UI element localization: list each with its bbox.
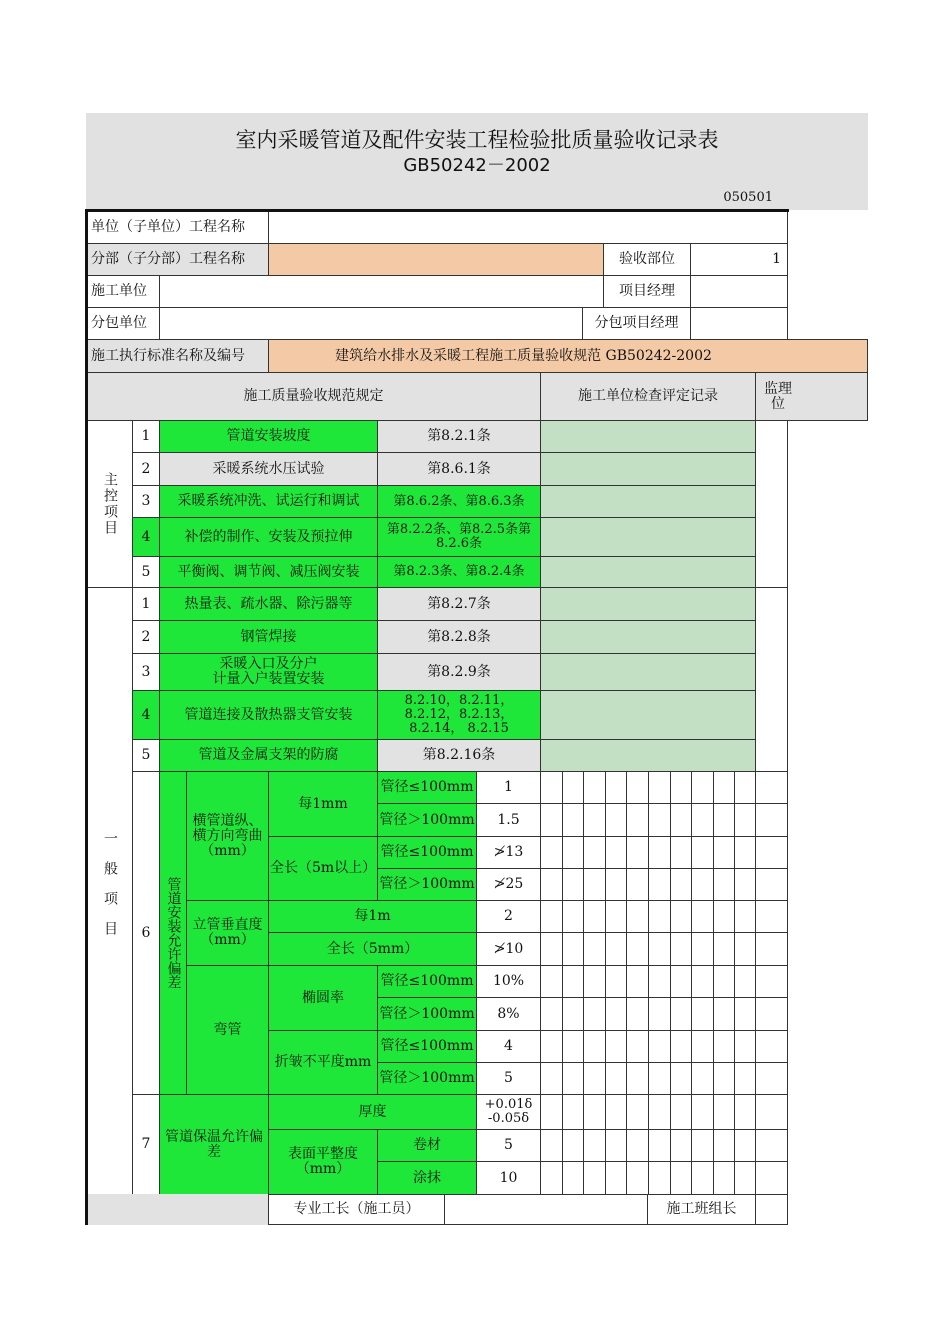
general-item-name: 管道及金属支架的防腐 (159, 739, 378, 772)
measure-cell[interactable] (626, 1062, 649, 1095)
form-code: 050501 (723, 190, 773, 205)
main-item-clause: 第8.2.3条、第8.2.4条 (377, 556, 541, 588)
item6-value: 2 (476, 900, 541, 933)
general-item-no: 4 (132, 690, 160, 740)
general-item-record[interactable] (540, 739, 756, 772)
subunit-name-label: 分部（子分部）工程名称 (86, 243, 269, 276)
item6-sub2: 立管垂直度（mm） (186, 900, 269, 966)
page-title: 室内采暖管道及配件安装工程检验批质量验收记录表 (235, 128, 719, 152)
measure-cell[interactable] (734, 771, 757, 804)
general-item-record[interactable] (540, 690, 756, 740)
item6-le100: 管径≤100mm (377, 965, 477, 998)
measure-supervision-cell[interactable] (755, 1161, 788, 1196)
measure-cell[interactable] (540, 1129, 563, 1162)
item6-value: 5 (476, 1062, 541, 1095)
general-item-name: 管道连接及散热器支管安装 (159, 690, 378, 740)
measure-cell[interactable] (734, 868, 757, 901)
item7-paint-value: 10 (476, 1161, 541, 1195)
measure-supervision-cell[interactable] (755, 932, 788, 966)
measure-cell[interactable] (670, 1161, 693, 1196)
footer-leader-label: 施工班组长 (647, 1194, 756, 1225)
item6-le100: 管径≤100mm (377, 836, 477, 869)
measure-cell[interactable] (691, 997, 714, 1031)
measure-cell[interactable] (691, 1161, 714, 1196)
measure-cell[interactable] (691, 771, 714, 804)
general-item-no: 5 (132, 739, 160, 772)
item6-ellipse: 椭圆率 (268, 965, 378, 1031)
general-group-text: 一般项目 (102, 831, 118, 951)
measure-cell[interactable] (562, 803, 585, 837)
item6-gt100: 管径＞100mm (377, 868, 477, 901)
measure-cell[interactable] (734, 836, 757, 869)
subcontractor-label: 分包单位 (86, 307, 160, 340)
main-item-no: 3 (132, 485, 160, 518)
measure-cell[interactable] (540, 771, 563, 804)
measure-cell[interactable] (540, 997, 563, 1031)
main-item-clause: 第8.6.2条、第8.6.3条 (377, 485, 541, 518)
measure-cell[interactable] (605, 932, 628, 966)
measure-cell[interactable] (691, 1062, 714, 1095)
measure-cell[interactable] (605, 997, 628, 1031)
item7-paint: 涂抹 (377, 1161, 477, 1195)
general-item-name: 热量表、疏水器、除污器等 (159, 587, 378, 621)
footer-worker-field[interactable] (444, 1194, 648, 1225)
measure-cell[interactable] (626, 868, 649, 901)
measure-cell[interactable] (626, 1094, 649, 1130)
unit-name-field[interactable] (268, 211, 788, 244)
measure-cell[interactable] (691, 1030, 714, 1063)
col-record: 施工单位检查评定记录 (540, 372, 756, 421)
measure-cell[interactable] (648, 965, 671, 998)
general-item-no: 3 (132, 653, 160, 691)
item6-value: ≯13 (476, 836, 541, 869)
item6-value: 10% (476, 965, 541, 998)
measure-cell[interactable] (713, 803, 736, 837)
measure-cell[interactable] (670, 1062, 693, 1095)
measure-cell[interactable] (734, 1062, 757, 1095)
item6-value: 4 (476, 1030, 541, 1063)
measure-cell[interactable] (648, 771, 671, 804)
main-item-name: 管道安装坡度 (159, 420, 378, 453)
main-item-no: 2 (132, 452, 160, 486)
main-item-no: 5 (132, 556, 160, 588)
measure-cell[interactable] (562, 1030, 585, 1063)
measure-cell[interactable] (540, 868, 563, 901)
measure-cell[interactable] (713, 868, 736, 901)
item6-value: 1 (476, 771, 541, 804)
measure-cell[interactable] (562, 868, 585, 901)
measure-cell[interactable] (583, 997, 606, 1031)
measure-cell[interactable] (583, 803, 606, 837)
footer-leader-field[interactable] (755, 1194, 788, 1225)
main-item-record[interactable] (540, 452, 756, 486)
general-item-clause: 第8.2.7条 (377, 587, 541, 621)
measure-cell[interactable] (713, 836, 736, 869)
measure-cell[interactable] (626, 965, 649, 998)
measure-cell[interactable] (670, 771, 693, 804)
measure-cell[interactable] (713, 1030, 736, 1063)
measure-supervision-cell[interactable] (755, 1129, 788, 1162)
item6-gt100: 管径＞100mm (377, 803, 477, 837)
main-item-name: 平衡阀、调节阀、减压阀安装 (159, 556, 378, 588)
measure-cell[interactable] (583, 1094, 606, 1130)
measure-cell[interactable] (734, 965, 757, 998)
main-item-name: 采暖系统冲洗、试运行和调试 (159, 485, 378, 518)
footer-worker-label: 专业工长（施工员） (268, 1194, 445, 1225)
measure-cell[interactable] (648, 900, 671, 933)
measure-cell[interactable] (670, 803, 693, 837)
item7-thickness-value: +0.01δ -0.05δ (476, 1094, 541, 1130)
measure-cell[interactable] (691, 836, 714, 869)
measure-cell[interactable] (562, 900, 585, 933)
measure-cell[interactable] (626, 932, 649, 966)
item6-fold: 折皱不平度mm (268, 1030, 378, 1095)
measure-cell[interactable] (626, 900, 649, 933)
exec-std-label: 施工执行标准名称及编号 (86, 339, 269, 373)
measure-cell[interactable] (583, 1161, 606, 1196)
sub-pm-label: 分包项目经理 (582, 307, 691, 340)
item6-group-text: 管道安装允许偏差 (165, 877, 182, 989)
main-item-clause: 第8.2.2条、第8.2.5条第8.2.6条 (377, 517, 541, 557)
item6-value: 1.5 (476, 803, 541, 837)
measure-supervision-cell[interactable] (755, 1094, 788, 1130)
measure-supervision-cell[interactable] (755, 836, 788, 869)
measure-cell[interactable] (691, 900, 714, 933)
main-item-clause: 第8.6.1条 (377, 452, 541, 486)
main-item-name: 采暖系统水压试验 (159, 452, 378, 486)
item6-value: 8% (476, 997, 541, 1031)
measure-cell[interactable] (626, 1161, 649, 1196)
general-supervision-cell[interactable] (755, 587, 788, 772)
measure-cell[interactable] (605, 868, 628, 901)
general-item-name: 钢管焊接 (159, 620, 378, 654)
top-heavy-border (85, 209, 789, 212)
measure-cell[interactable] (734, 1161, 757, 1196)
item7-roll-value: 5 (476, 1129, 541, 1162)
measure-cell[interactable] (562, 932, 585, 966)
measure-cell[interactable] (562, 1161, 585, 1196)
measure-cell[interactable] (734, 932, 757, 966)
measure-supervision-cell[interactable] (755, 771, 788, 804)
measure-cell[interactable] (583, 836, 606, 869)
item7-group: 管道保温允许偏差 (159, 1094, 269, 1195)
measure-cell[interactable] (691, 803, 714, 837)
measure-cell[interactable] (626, 803, 649, 837)
measure-cell[interactable] (648, 1161, 671, 1196)
item6-value: ≯25 (476, 868, 541, 901)
measure-cell[interactable] (626, 997, 649, 1031)
measure-cell[interactable] (734, 997, 757, 1031)
measure-cell[interactable] (626, 1129, 649, 1162)
measure-cell[interactable] (670, 868, 693, 901)
measure-cell[interactable] (583, 1129, 606, 1162)
measure-cell[interactable] (670, 1030, 693, 1063)
sub-pm-field[interactable] (690, 307, 788, 340)
measure-cell[interactable] (562, 1094, 585, 1130)
measure-cell[interactable] (713, 932, 736, 966)
item6-gt100: 管径＞100mm (377, 1062, 477, 1095)
measure-cell[interactable] (691, 1094, 714, 1130)
measure-cell[interactable] (583, 1030, 606, 1063)
general-item-no: 2 (132, 620, 160, 654)
measure-cell[interactable] (648, 868, 671, 901)
measure-cell[interactable] (583, 1062, 606, 1095)
measure-cell[interactable] (713, 965, 736, 998)
measure-cell[interactable] (648, 1030, 671, 1063)
acceptance-part-value[interactable]: 1 (690, 243, 788, 276)
item6-per1mm: 每1mm (268, 771, 378, 837)
measure-cell[interactable] (713, 1161, 736, 1196)
item7-thickness: 厚度 (268, 1094, 477, 1130)
pm-field[interactable] (690, 275, 788, 308)
measure-cell[interactable] (540, 965, 563, 998)
measure-cell[interactable] (734, 803, 757, 837)
general-item-clause: 8.2.10，8.2.11，8.2.12，8.2.13，8.2.14， 8.2.15 (377, 690, 541, 740)
measure-cell[interactable] (605, 900, 628, 933)
main-item-record[interactable] (540, 556, 756, 588)
measure-cell[interactable] (583, 771, 606, 804)
main-item-name: 补偿的制作、安装及预拉伸 (159, 517, 378, 557)
measure-cell[interactable] (540, 836, 563, 869)
item6-value: ≯10 (476, 932, 541, 966)
measure-cell[interactable] (583, 965, 606, 998)
measure-cell[interactable] (713, 1129, 736, 1162)
item6-le100: 管径≤100mm (377, 1030, 477, 1063)
item6-full5m: 全长（5m以上） (268, 836, 378, 901)
measurement-grid[interactable] (540, 771, 788, 1195)
measure-cell[interactable] (562, 1129, 585, 1162)
subunit-name-field[interactable] (268, 243, 604, 276)
measure-cell[interactable] (713, 1062, 736, 1095)
item6-per1m: 每1m (268, 900, 477, 933)
measure-supervision-cell[interactable] (755, 900, 788, 933)
measure-cell[interactable] (540, 1094, 563, 1130)
general-item-name: 采暖入口及分户 计量入户装置安装 (159, 653, 378, 691)
item6-le100: 管径≤100mm (377, 771, 477, 804)
item7-roll: 卷材 (377, 1129, 477, 1162)
acceptance-part-label: 验收部位 (603, 243, 691, 276)
measure-cell[interactable] (648, 932, 671, 966)
subcontractor-field[interactable] (159, 307, 583, 340)
measure-cell[interactable] (713, 771, 736, 804)
main-item-clause: 第8.2.1条 (377, 420, 541, 453)
item6-gt100: 管径＞100mm (377, 997, 477, 1031)
measure-cell[interactable] (540, 803, 563, 837)
measure-cell[interactable] (605, 1161, 628, 1196)
measure-supervision-cell[interactable] (755, 1030, 788, 1063)
item7-no: 7 (132, 1094, 160, 1195)
measure-cell[interactable] (648, 997, 671, 1031)
measure-cell[interactable] (562, 965, 585, 998)
measure-cell[interactable] (540, 1030, 563, 1063)
measure-cell[interactable] (670, 997, 693, 1031)
general-item-no: 1 (132, 587, 160, 621)
measure-supervision-cell[interactable] (755, 868, 788, 901)
general-item-clause: 第8.2.8条 (377, 620, 541, 654)
measure-cell[interactable] (691, 868, 714, 901)
measure-cell[interactable] (734, 1030, 757, 1063)
measure-cell[interactable] (648, 1129, 671, 1162)
item6-no: 6 (132, 771, 160, 1095)
main-item-no: 4 (132, 517, 160, 557)
measure-cell[interactable] (583, 932, 606, 966)
main-item-record[interactable] (540, 517, 756, 557)
measure-cell[interactable] (562, 836, 585, 869)
measure-cell[interactable] (605, 1129, 628, 1162)
measure-cell[interactable] (670, 836, 693, 869)
general-item-clause: 第8.2.16条 (377, 739, 541, 772)
measure-cell[interactable] (734, 900, 757, 933)
measure-cell[interactable] (540, 900, 563, 933)
measure-cell[interactable] (583, 900, 606, 933)
contractor-label: 施工单位 (86, 275, 160, 308)
general-item-record[interactable] (540, 620, 756, 654)
general-item-clause: 第8.2.9条 (377, 653, 541, 691)
main-item-record[interactable] (540, 420, 756, 453)
measure-cell[interactable] (626, 771, 649, 804)
measure-supervision-cell[interactable] (755, 803, 788, 837)
col-spec: 施工质量验收规范规定 (86, 372, 541, 421)
measure-cell[interactable] (583, 868, 606, 901)
general-group-label (86, 587, 133, 1195)
exec-std-value[interactable]: 建筑给水排水及采暖工程施工质量验收规范 GB50242-2002 (268, 339, 868, 373)
item6-full5mm: 全长（5mm） (268, 932, 477, 966)
measure-cell[interactable] (605, 1062, 628, 1095)
measure-supervision-cell[interactable] (755, 997, 788, 1031)
standard-code: GB50242－2002 (403, 155, 551, 176)
measure-supervision-cell[interactable] (755, 965, 788, 998)
main-supervision-cell[interactable] (755, 420, 788, 588)
measure-cell[interactable] (670, 932, 693, 966)
measure-cell[interactable] (562, 997, 585, 1031)
measure-cell[interactable] (605, 1094, 628, 1130)
measure-cell[interactable] (540, 1062, 563, 1095)
general-item-record[interactable] (540, 653, 756, 691)
measure-cell[interactable] (691, 932, 714, 966)
measure-cell[interactable] (670, 900, 693, 933)
measure-cell[interactable] (605, 965, 628, 998)
main-item-record[interactable] (540, 485, 756, 518)
unit-name-label: 单位（子单位）工程名称 (86, 211, 269, 244)
col-supervision: 监理 位 (755, 372, 868, 421)
measure-cell[interactable] (626, 836, 649, 869)
measure-cell[interactable] (670, 965, 693, 998)
measure-cell[interactable] (691, 965, 714, 998)
measure-cell[interactable] (540, 932, 563, 966)
measure-cell[interactable] (605, 1030, 628, 1063)
measure-cell[interactable] (648, 803, 671, 837)
main-group-label: 主控项目 (86, 420, 133, 588)
left-heavy-border (85, 209, 88, 1225)
measure-cell[interactable] (648, 1062, 671, 1095)
measure-cell[interactable] (605, 803, 628, 837)
measure-cell[interactable] (605, 771, 628, 804)
main-item-no: 1 (132, 420, 160, 453)
item6-sub3: 弯管 (186, 965, 269, 1095)
item6-group (159, 771, 187, 1095)
measure-cell[interactable] (648, 1094, 671, 1130)
measure-cell[interactable] (540, 1161, 563, 1196)
measure-cell[interactable] (670, 1129, 693, 1162)
measure-cell[interactable] (734, 1094, 757, 1130)
contractor-field[interactable] (159, 275, 604, 308)
general-item-record[interactable] (540, 587, 756, 621)
item6-sub1: 横管道纵、横方向弯曲（mm） (186, 771, 269, 901)
measure-cell[interactable] (648, 836, 671, 869)
item7-flatness: 表面平整度（mm） (268, 1129, 378, 1195)
measure-cell[interactable] (713, 900, 736, 933)
measure-cell[interactable] (734, 1129, 757, 1162)
measure-cell[interactable] (605, 836, 628, 869)
footer-blank (86, 1194, 269, 1225)
measure-cell[interactable] (562, 1062, 585, 1095)
measure-cell[interactable] (670, 1094, 693, 1130)
pm-label: 项目经理 (603, 275, 691, 308)
measure-cell[interactable] (713, 1094, 736, 1130)
measure-supervision-cell[interactable] (755, 1062, 788, 1095)
measure-cell[interactable] (691, 1129, 714, 1162)
measure-cell[interactable] (562, 771, 585, 804)
measure-cell[interactable] (626, 1030, 649, 1063)
measure-cell[interactable] (713, 997, 736, 1031)
